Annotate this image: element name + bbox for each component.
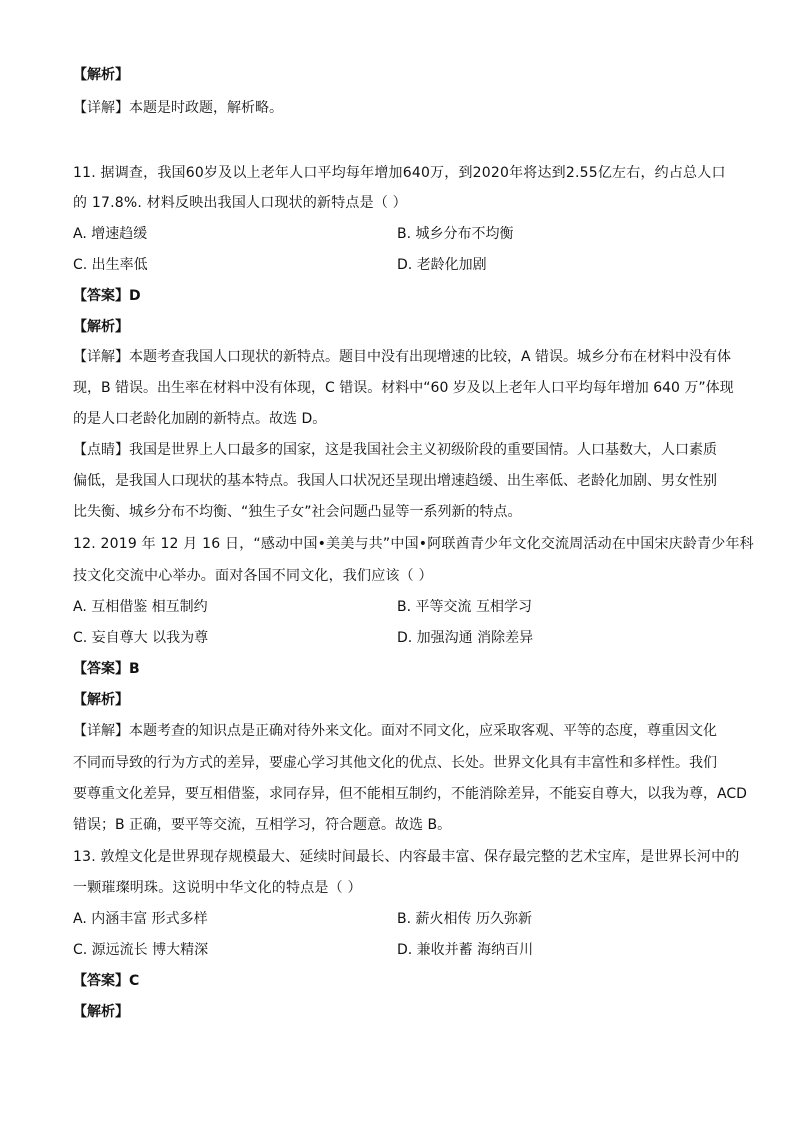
q11-option-b: B. 城乡分布不均衡 [397, 226, 514, 242]
q13-answer: 【答案】C [73, 973, 140, 989]
q12-stem-line1: 12. 2019 年 12 月 16 日，“感动中国•美美与共”中国•阿联酋青少年文化交流周活动在中国宋庆龄青少年科 [73, 536, 754, 552]
q12-analysis-heading: 【解析】 [73, 692, 129, 708]
q12-option-b: B. 平等交流 互相学习 [397, 599, 532, 615]
q12-option-d: D. 加强沟通 消除差异 [397, 630, 534, 646]
q11-analysis-heading: 【解析】 [73, 319, 129, 335]
q12-stem-line2: 技文化交流中心举办。面对各国不同文化，我们应该（ ） [73, 568, 433, 584]
q11-answer: 【答案】D [73, 288, 141, 304]
q11-option-a: A. 增速趋缓 [73, 226, 148, 242]
q12-detail-line2: 不同而导致的行为方式的差异，要虚心学习其他文化的优点、长处。世界文化具有丰富性和多样性。我们 [73, 755, 717, 771]
q11-stem-line2: 的 17.8%. 材料反映出我国人口现状的新特点是（ ） [73, 195, 407, 211]
q10-detail: 【详解】本题是时政题，解析略。 [73, 100, 283, 116]
q11-detail-line2: 现，B 错误。出生率在材料中没有体现，C 错误。材料中“60 岁及以上老年人口平均每年增加 640 万”体现 [73, 380, 734, 396]
q13-option-a: A. 内涵丰富 形式多样 [73, 911, 208, 927]
q12-detail-line3: 要尊重文化差异，要互相借鉴，求同存异，但不能相互制约，不能消除差异，不能妄自尊大，以我为尊，ACD [73, 786, 747, 802]
q13-stem-line1: 13. 敦煌文化是世界现存规模最大、延续时间最长、内容最丰富、保存最完整的艺术宝库，是世界长河中的 [73, 849, 740, 865]
q10-analysis-heading: 【解析】 [73, 67, 129, 83]
q11-point-line3: 比失衡、城乡分布不均衡、“独生子女”社会问题凸显等一系列新的特点。 [73, 504, 522, 520]
q13-option-b: B. 薪火相传 历久弥新 [397, 911, 532, 927]
q11-option-d: D. 老龄化加剧 [397, 257, 487, 273]
q11-point-line1: 【点睛】我国是世界上人口最多的国家，这是我国社会主义初级阶段的重要国情。人口基数大，人口素质 [73, 442, 717, 458]
q13-stem-line2: 一颗璀璨明珠。这说明中华文化的特点是（ ） [73, 880, 362, 896]
q11-detail-line1: 【详解】本题考查我国人口现状的新特点。题目中没有出现增速的比较，A 错误。城乡分布在材料中没有体 [73, 349, 732, 365]
q11-option-c: C. 出生率低 [73, 257, 148, 273]
q13-option-c: C. 源远流长 博大精深 [73, 942, 209, 958]
q11-point-line2: 偏低，是我国人口现状的基本特点。我国人口状况还呈现出增速趋缓、出生率低、老龄化加剧、男女性别 [73, 473, 717, 489]
q12-option-c: C. 妄自尊大 以我为尊 [73, 630, 209, 646]
q12-detail-line1: 【详解】本题考查的知识点是正确对待外来文化。面对不同文化，应采取客观、平等的态度，尊重因文化 [73, 723, 717, 739]
q13-option-d: D. 兼收并蓄 海纳百川 [397, 942, 534, 958]
q11-stem-line1: 11. 据调查，我国60岁及以上老年人口平均每年增加640万，到2020年将达到2.55亿左右，约占总人口 [73, 165, 726, 181]
q12-answer: 【答案】B [73, 661, 140, 677]
q12-option-a: A. 互相借鉴 相互制约 [73, 599, 208, 615]
q11-detail-line3: 的是人口老龄化加剧的新特点。故选 D。 [73, 411, 327, 427]
q13-analysis-heading: 【解析】 [73, 1004, 129, 1020]
q12-detail-line4: 错误；B 正确，要平等交流，互相学习，符合题意。故选 B。 [73, 817, 452, 833]
